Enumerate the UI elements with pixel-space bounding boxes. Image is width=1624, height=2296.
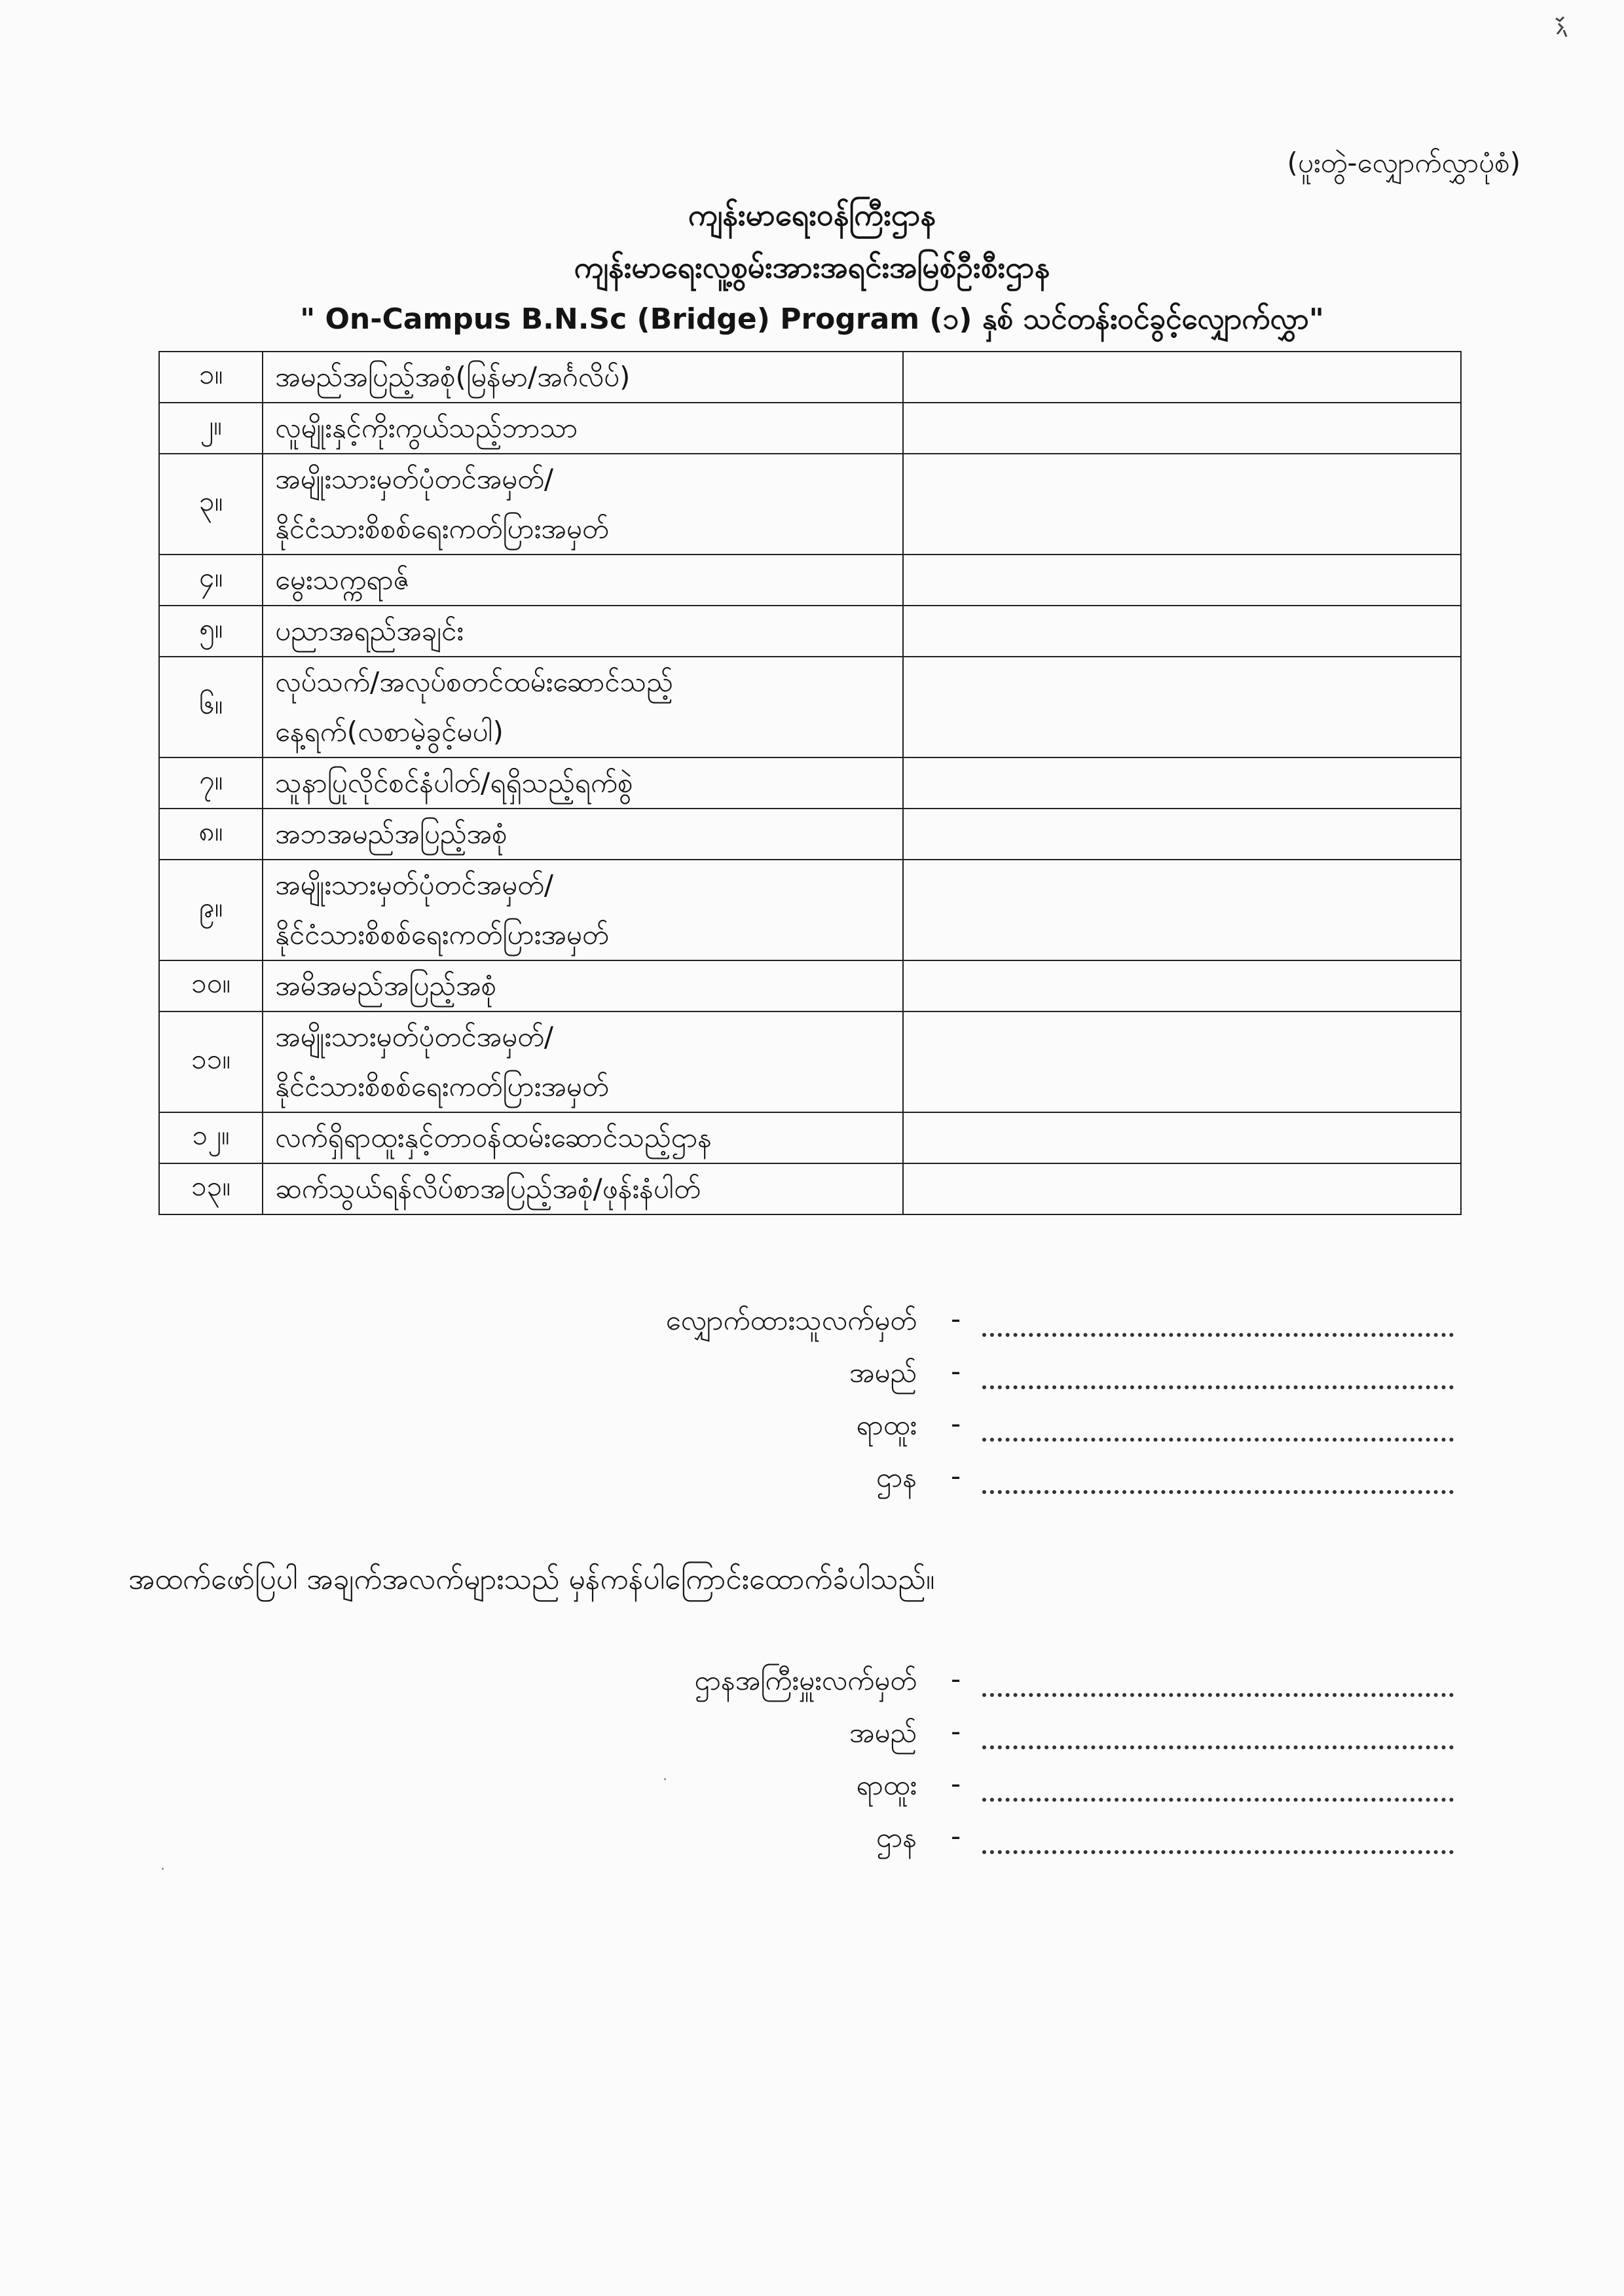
ministry-title: ကျန်းမာရေးဝန်ကြီးဌာန bbox=[688, 197, 936, 232]
applicant-name-row bbox=[0, 1355, 1624, 1394]
program-title: " On-Campus B.N.Sc (Bridge) Program (၁) နှစ် သင်တန်းဝင်ခွင့်လျှောက်လွှာ" bbox=[300, 302, 1324, 336]
separator-dash: - bbox=[951, 1355, 961, 1387]
name-label: အမည် bbox=[849, 1357, 917, 1389]
row-value-field[interactable] bbox=[903, 454, 1461, 555]
row-label: သူနာပြုလိုင်စင်နံပါတ်/ရရှိသည့်ရက်စွဲ bbox=[263, 757, 903, 809]
row-value-field[interactable] bbox=[903, 555, 1461, 606]
row-label: အမျိုးသားမှတ်ပုံတင်အမှတ်/ နိုင်ငံသားစိစစ်ရေးကတ်ပြားအမှတ် bbox=[263, 454, 903, 555]
row-number: ၂။ bbox=[159, 403, 263, 454]
name-label: အမည် bbox=[849, 1717, 917, 1749]
form-row bbox=[159, 1011, 1461, 1112]
row-label: ပညာအရည်အချင်း bbox=[263, 606, 903, 657]
application-form-table bbox=[158, 351, 1462, 1215]
form-row bbox=[159, 960, 1461, 1011]
row-number: ၆။ bbox=[159, 657, 263, 757]
head-position-row bbox=[0, 1768, 1624, 1807]
department-line[interactable] bbox=[982, 1827, 1454, 1854]
row-value-field[interactable] bbox=[903, 860, 1461, 960]
row-value-field[interactable] bbox=[903, 960, 1461, 1011]
separator-dash: - bbox=[951, 1663, 961, 1695]
form-row bbox=[159, 657, 1461, 757]
name-line[interactable] bbox=[982, 1722, 1454, 1749]
form-row bbox=[159, 757, 1461, 809]
row-value-field[interactable] bbox=[903, 352, 1461, 403]
signature-line[interactable] bbox=[982, 1669, 1454, 1697]
department-label: ဌာန bbox=[876, 1821, 917, 1853]
signature-label: လျှောက်ထားသူလက်မှတ် bbox=[665, 1304, 917, 1336]
row-value-field[interactable] bbox=[903, 403, 1461, 454]
form-row bbox=[159, 555, 1461, 606]
position-label: ရာထူး bbox=[856, 1769, 917, 1801]
row-number: ၁၂။ bbox=[159, 1112, 263, 1163]
row-label: အမျိုးသားမှတ်ပုံတင်အမှတ်/ နိုင်ငံသားစိစစ်ရေးကတ်ပြားအမှတ် bbox=[263, 1011, 903, 1112]
row-value-field[interactable] bbox=[903, 757, 1461, 809]
row-number: ၄။ bbox=[159, 555, 263, 606]
name-line[interactable] bbox=[982, 1362, 1454, 1389]
row-value-field[interactable] bbox=[903, 1163, 1461, 1214]
department-title: ကျန်းမာရေးလူ့စွမ်းအားအရင်းအမြစ်ဦးစီးဌာန bbox=[574, 249, 1050, 285]
row-label: ဆက်သွယ်ရန်လိပ်စာအပြည့်အစုံ/ဖုန်းနံပါတ် bbox=[263, 1163, 903, 1214]
row-number: ၃။ bbox=[159, 454, 263, 555]
form-type-label: (ပူးတွဲ-လျှောက်လွှာပုံစံ) bbox=[1287, 147, 1521, 179]
row-value-field[interactable] bbox=[903, 809, 1461, 860]
row-number: ၅။ bbox=[159, 606, 263, 657]
separator-dash: - bbox=[951, 1820, 961, 1852]
row-label: အဘအမည်အပြည့်အစုံ bbox=[263, 809, 903, 860]
head-signature-row bbox=[0, 1663, 1624, 1702]
row-label: လူမျိုးနှင့်ကိုးကွယ်သည့်ဘာသာ bbox=[263, 403, 903, 454]
declaration-text: အထက်ဖော်ပြပါ အချက်အလက်များသည် မှန်ကန်ပါကြောင်းထောက်ခံပါသည်။ bbox=[128, 1563, 935, 1596]
department-line[interactable] bbox=[982, 1467, 1454, 1494]
position-line[interactable] bbox=[982, 1414, 1454, 1442]
scan-mark-icon bbox=[1551, 14, 1570, 41]
scan-speck bbox=[162, 1868, 164, 1870]
separator-dash: - bbox=[951, 1408, 961, 1440]
applicant-department-row bbox=[0, 1460, 1624, 1499]
form-row bbox=[159, 352, 1461, 403]
form-row bbox=[159, 809, 1461, 860]
head-department-row bbox=[0, 1820, 1624, 1859]
row-label: လုပ်သက်/အလုပ်စတင်ထမ်းဆောင်သည့် နေ့ရက်(လစာမဲ့ခွင့်မပါ) bbox=[263, 657, 903, 757]
form-row bbox=[159, 860, 1461, 960]
row-number: ၁၀။ bbox=[159, 960, 263, 1011]
separator-dash: - bbox=[951, 1715, 961, 1747]
row-number: ၇။ bbox=[159, 757, 263, 809]
applicant-signature-row bbox=[0, 1303, 1624, 1342]
separator-dash: - bbox=[951, 1303, 961, 1335]
row-label: အမျိုးသားမှတ်ပုံတင်အမှတ်/ နိုင်ငံသားစိစစ်ရေးကတ်ပြားအမှတ် bbox=[263, 860, 903, 960]
row-number: ၉။ bbox=[159, 860, 263, 960]
row-number: ၁။ bbox=[159, 352, 263, 403]
row-number: ၁၃။ bbox=[159, 1163, 263, 1214]
signature-line[interactable] bbox=[982, 1309, 1454, 1337]
row-label: အမည်အပြည့်အစုံ(မြန်မာ/အင်္ဂလိပ်) bbox=[263, 352, 903, 403]
row-number: ၈။ bbox=[159, 809, 263, 860]
form-row bbox=[159, 403, 1461, 454]
form-row bbox=[159, 606, 1461, 657]
department-label: ဌာန bbox=[876, 1461, 917, 1493]
row-value-field[interactable] bbox=[903, 1112, 1461, 1163]
form-row bbox=[159, 1163, 1461, 1214]
separator-dash: - bbox=[951, 1460, 961, 1492]
row-value-field[interactable] bbox=[903, 606, 1461, 657]
applicant-position-row bbox=[0, 1408, 1624, 1447]
row-label: အမိအမည်အပြည့်အစုံ bbox=[263, 960, 903, 1011]
form-row bbox=[159, 1112, 1461, 1163]
position-line[interactable] bbox=[982, 1774, 1454, 1802]
separator-dash: - bbox=[951, 1768, 961, 1800]
scan-speck bbox=[664, 1778, 666, 1780]
signature-label: ဌာနအကြီးမှူးလက်မှတ် bbox=[694, 1664, 917, 1696]
row-value-field[interactable] bbox=[903, 657, 1461, 757]
row-label: လက်ရှိရာထူးနှင့်တာဝန်ထမ်းဆောင်သည့်ဌာန bbox=[263, 1112, 903, 1163]
row-label: မွေးသက္ကရာဇ် bbox=[263, 555, 903, 606]
position-label: ရာထူး bbox=[856, 1409, 917, 1441]
row-value-field[interactable] bbox=[903, 1011, 1461, 1112]
form-row bbox=[159, 454, 1461, 555]
row-number: ၁၁။ bbox=[159, 1011, 263, 1112]
head-name-row bbox=[0, 1715, 1624, 1755]
